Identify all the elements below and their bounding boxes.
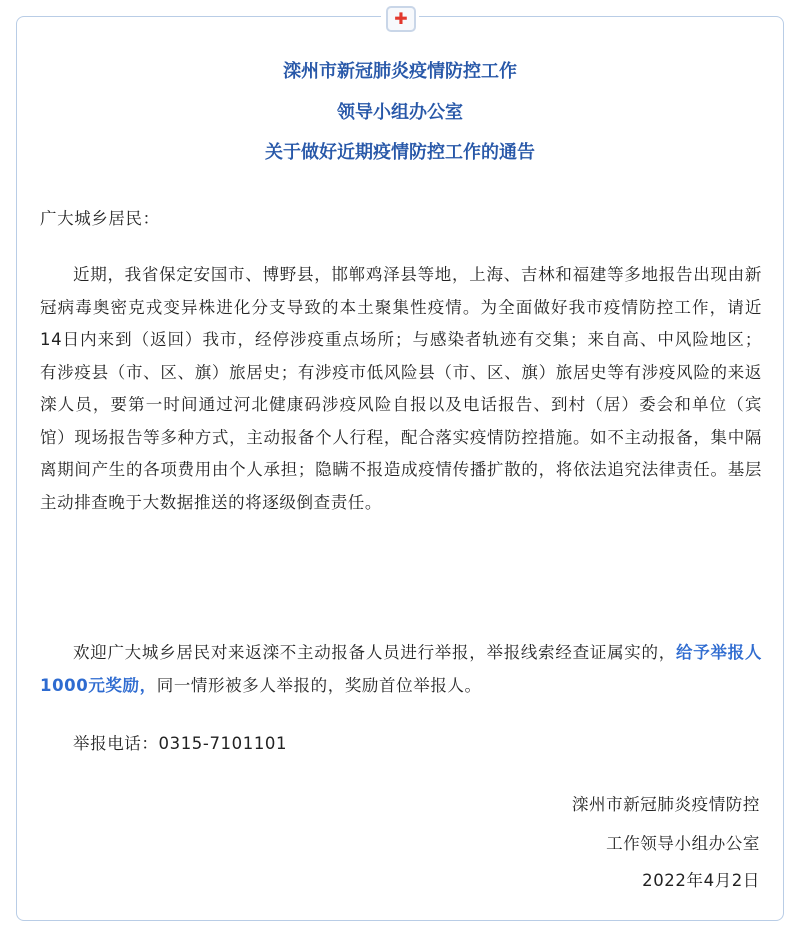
paragraph-1: 近期，我省保定安国市、博野县，邯郸鸡泽县等地，上海、吉林和福建等多地报告出现由新冠病毒奥密克戎变异株进化分支导致的本土聚集性疫情。为全面做好我市疫情防控工作，请近14日内来到（返回）我市，经停涉疫重点场所；与感染者轨迹有交集；来自高、中风险地区；有涉疫县（市、区、旗）旅居史；有涉疫市低风险县（市、区、旗）旅居史等有涉疫风险的来返滦人员，要第一时间通过河北健康码涉疫风险自报以及电话报告、到村（居）委会和单位（宾馆）现场报告等多种方式，主动报备个人行程，配合落实疫情防控措施。如不主动报备，集中隔离期间产生的各项费用由个人承担；隐瞒不报造成疫情传播扩散的，将依法追究法律责任。基层主动排查晚于大数据推送的将逐级倒查责任。 [40, 265, 762, 512]
hotline: 举报电话：0315-7101101 [73, 734, 288, 753]
paragraph-2 [40, 637, 762, 702]
signature-date: 2022年4月2日 [642, 871, 760, 890]
title-line-3: 关于做好近期疫情防控工作的通告 [265, 142, 535, 163]
title-line-1: 滦州市新冠肺炎疫情防控工作 [283, 61, 517, 82]
medical-kit-icon [386, 6, 416, 32]
reward-highlight: 给予举报人1000元奖励， [40, 643, 763, 695]
paragraph-2-text-before: 欢迎广大城乡居民对来返滦不主动报备人员进行举报，举报线索经查证属实的， [73, 643, 676, 662]
paragraph-2-text-after: 同一情形被多人举报的，奖励首位举报人。 [156, 675, 482, 695]
medical-cross-icon: ✚ [394, 9, 408, 28]
salutation: 广大城乡居民： [40, 209, 160, 228]
title-line-2: 领导小组办公室 [337, 102, 463, 123]
signature-line-1: 滦州市新冠肺炎疫情防控 [571, 795, 760, 814]
header-badge [381, 3, 419, 33]
signature-line-2: 工作领导小组办公室 [606, 834, 760, 853]
